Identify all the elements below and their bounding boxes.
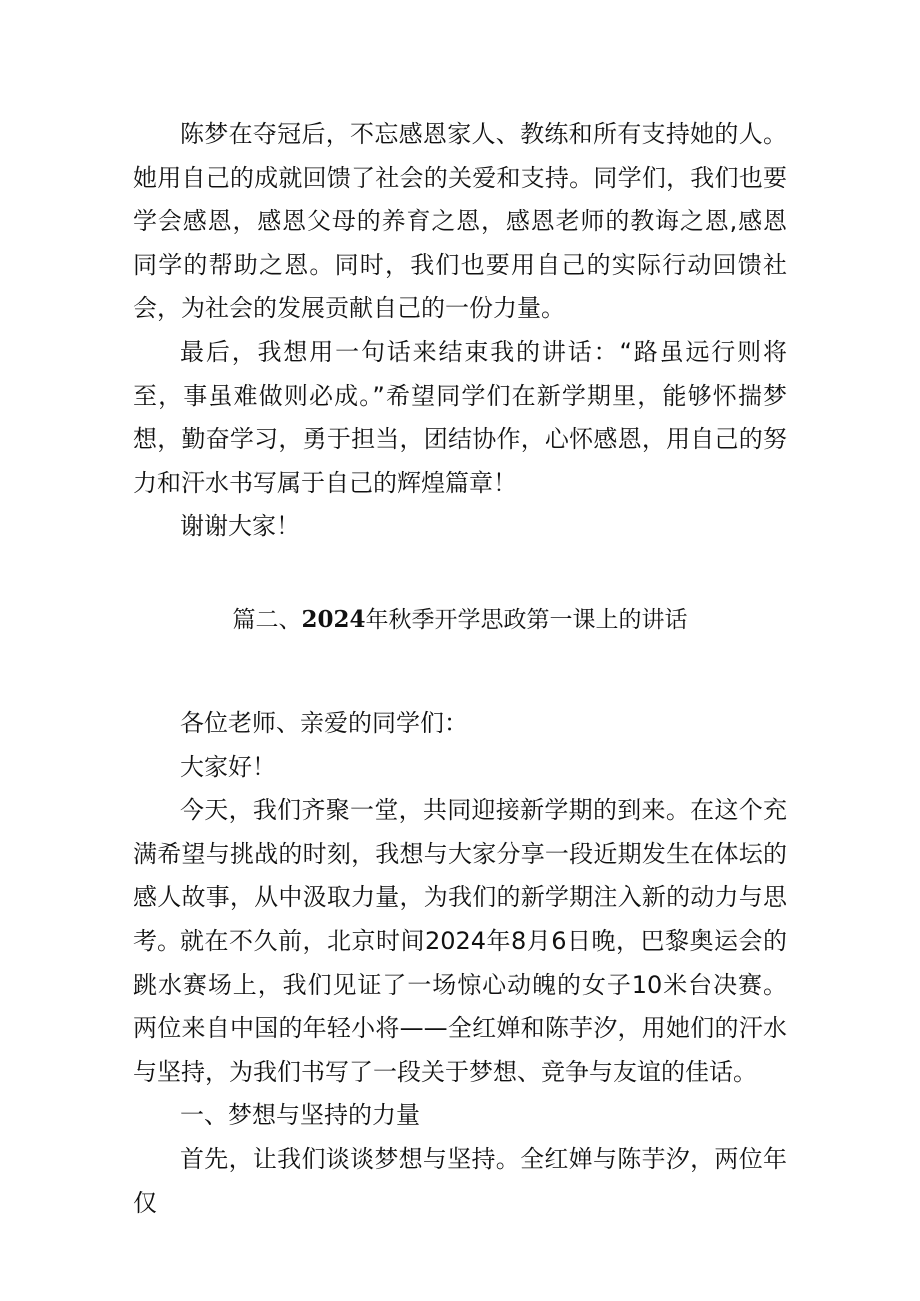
section-title-year: 2024 — [301, 606, 366, 633]
paragraph-olympics: 就在不久前，北京时间2024年8月6日晚，巴黎奥运会的跳水赛场上，我们见证了一场惊心动魄的女子10米台决赛。两位来自中国的年轻小将——全红婵和陈芋汐，用她们的汗水与坚持，为我们书写了一段关于梦想、竞争与友谊的佳话。 — [133, 927, 787, 1086]
paragraph-first: 首先，让我们谈谈梦想与坚持。全红婵与陈芋汐，两位年仅 — [133, 1145, 787, 1217]
section-title-suffix: 年秋季开学思政第一课上的讲话 — [365, 607, 688, 633]
thanks-line: 谢谢大家！ — [180, 512, 300, 540]
section-title-prefix: 篇二、 — [232, 607, 302, 633]
hello-line: 大家好！ — [180, 753, 276, 781]
paragraph-closing: 最后，我想用一句话来结束我的讲话：“路虽远行则将至，事虽难做则必成。”希望同学们在新学期里，能够怀揣梦想，勤奋学习，勇于担当，团结协作，心怀感恩，用自己的努力和汗水书写属于自己的辉煌篇章！ — [133, 338, 787, 497]
greeting-line: 各位老师、亲爱的同学们： — [180, 709, 468, 737]
paragraph-gratitude: 陈梦在夺冠后，不忘感恩家人、教练和所有支持她的人。她用自己的成就回馈了社会的关爱和支持。同学们，我们也要学会感恩，感恩父母的养育之恩，感恩老师的教诲之恩,感恩同学的帮助之恩。同时，我们也要用自己的实际行动回馈社会，为社会的发展贡献自己的一份力量。 — [133, 120, 787, 322]
subheading-dream: 一、梦想与坚持的力量 — [180, 1101, 420, 1129]
section-title — [133, 600, 787, 640]
paragraph-intro: 今天，我们齐聚一堂，共同迎接新学期的到来。在这个充满希望与挑战的时刻，我想与大家分享一段近期发生在体坛的感人故事，从中汲取力量，为我们的新学期注入新的动力与思考。 — [133, 796, 787, 955]
